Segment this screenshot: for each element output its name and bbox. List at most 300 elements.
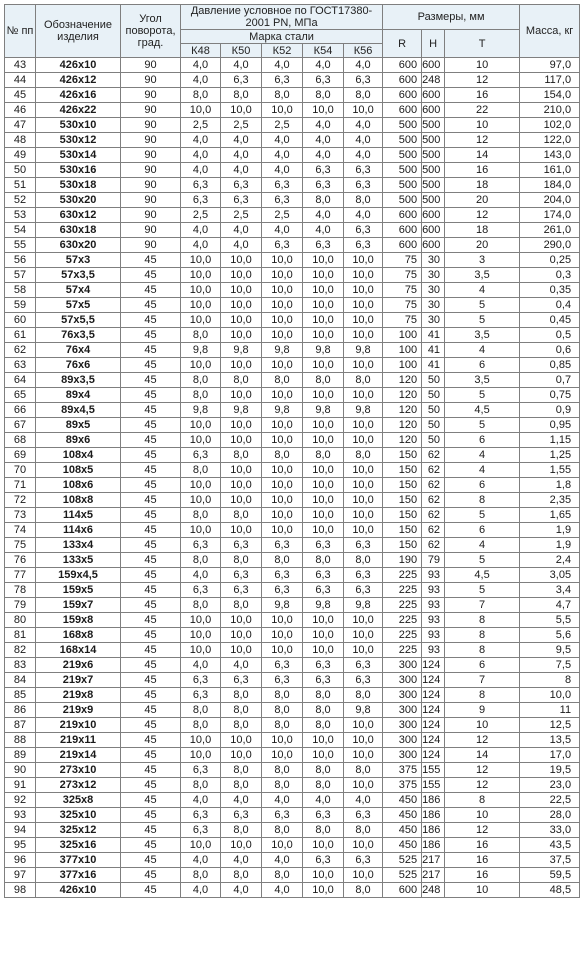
cell-h: 600 [422, 103, 445, 118]
cell-angle: 45 [121, 448, 181, 463]
cell-t: 20 [445, 193, 520, 208]
header-h: H [422, 30, 445, 58]
cell-num: 61 [5, 328, 36, 343]
cell-mass: 2,4 [520, 553, 580, 568]
cell-k56: 6,3 [344, 223, 383, 238]
cell-r: 450 [383, 823, 422, 838]
cell-k48: 8,0 [181, 328, 221, 343]
cell-angle: 45 [121, 328, 181, 343]
cell-t: 7 [445, 673, 520, 688]
cell-k52: 8,0 [262, 88, 303, 103]
cell-r: 150 [383, 493, 422, 508]
cell-k56: 6,3 [344, 658, 383, 673]
table-row [5, 808, 580, 823]
cell-angle: 90 [121, 118, 181, 133]
cell-r: 150 [383, 508, 422, 523]
cell-k56: 10,0 [344, 523, 383, 538]
cell-k52: 8,0 [262, 448, 303, 463]
cell-num: 84 [5, 673, 36, 688]
cell-k56: 8,0 [344, 88, 383, 103]
cell-k48: 10,0 [181, 838, 221, 853]
cell-num: 78 [5, 583, 36, 598]
cell-r: 150 [383, 523, 422, 538]
cell-k50: 10,0 [221, 328, 262, 343]
cell-mass: 0,7 [520, 373, 580, 388]
cell-r: 300 [383, 718, 422, 733]
cell-angle: 45 [121, 718, 181, 733]
cell-t: 8 [445, 643, 520, 658]
cell-k54: 10,0 [303, 868, 344, 883]
cell-mass: 0,25 [520, 253, 580, 268]
cell-angle: 45 [121, 358, 181, 373]
cell-k52: 10,0 [262, 418, 303, 433]
cell-angle: 45 [121, 343, 181, 358]
cell-k56: 10,0 [344, 418, 383, 433]
cell-t: 6 [445, 523, 520, 538]
cell-h: 41 [422, 328, 445, 343]
cell-r: 75 [383, 268, 422, 283]
cell-r: 300 [383, 673, 422, 688]
cell-designation: 219x6 [36, 658, 121, 673]
cell-t: 4 [445, 538, 520, 553]
cell-k50: 8,0 [221, 88, 262, 103]
cell-mass: 0,6 [520, 343, 580, 358]
cell-t: 10 [445, 58, 520, 73]
table-row [5, 223, 580, 238]
cell-r: 75 [383, 313, 422, 328]
cell-k56: 6,3 [344, 238, 383, 253]
cell-k56: 8,0 [344, 823, 383, 838]
cell-t: 14 [445, 748, 520, 763]
cell-h: 600 [422, 223, 445, 238]
cell-k54: 10,0 [303, 883, 344, 898]
cell-k54: 8,0 [303, 823, 344, 838]
cell-t: 6 [445, 478, 520, 493]
cell-t: 3,5 [445, 373, 520, 388]
cell-t: 12 [445, 133, 520, 148]
cell-k56: 10,0 [344, 493, 383, 508]
cell-k54: 10,0 [303, 613, 344, 628]
cell-k54: 4,0 [303, 223, 344, 238]
cell-k48: 6,3 [181, 193, 221, 208]
cell-k56: 10,0 [344, 643, 383, 658]
cell-k56: 8,0 [344, 763, 383, 778]
cell-mass: 261,0 [520, 223, 580, 238]
cell-mass: 12,5 [520, 718, 580, 733]
cell-num: 51 [5, 178, 36, 193]
cell-r: 100 [383, 358, 422, 373]
cell-num: 52 [5, 193, 36, 208]
cell-angle: 45 [121, 313, 181, 328]
cell-k56: 4,0 [344, 148, 383, 163]
cell-angle: 45 [121, 823, 181, 838]
cell-designation: 219x14 [36, 748, 121, 763]
cell-num: 81 [5, 628, 36, 643]
cell-k56: 8,0 [344, 688, 383, 703]
cell-k52: 6,3 [262, 568, 303, 583]
cell-angle: 45 [121, 553, 181, 568]
cell-mass: 48,5 [520, 883, 580, 898]
cell-r: 75 [383, 283, 422, 298]
cell-designation: 89x5 [36, 418, 121, 433]
cell-k56: 10,0 [344, 508, 383, 523]
cell-k50: 8,0 [221, 703, 262, 718]
cell-r: 600 [383, 238, 422, 253]
cell-h: 30 [422, 313, 445, 328]
cell-t: 4,5 [445, 403, 520, 418]
cell-k50: 10,0 [221, 268, 262, 283]
cell-k54: 10,0 [303, 433, 344, 448]
cell-r: 300 [383, 703, 422, 718]
cell-r: 500 [383, 193, 422, 208]
cell-k50: 4,0 [221, 163, 262, 178]
cell-designation: 57x5,5 [36, 313, 121, 328]
cell-num: 67 [5, 418, 36, 433]
cell-k52: 10,0 [262, 523, 303, 538]
cell-k56: 10,0 [344, 868, 383, 883]
cell-k50: 10,0 [221, 433, 262, 448]
table-row [5, 283, 580, 298]
cell-designation: 530x16 [36, 163, 121, 178]
cell-k52: 10,0 [262, 733, 303, 748]
cell-h: 500 [422, 118, 445, 133]
cell-num: 90 [5, 763, 36, 778]
table-row [5, 433, 580, 448]
cell-angle: 45 [121, 283, 181, 298]
cell-angle: 45 [121, 403, 181, 418]
cell-k48: 4,0 [181, 163, 221, 178]
cell-t: 3 [445, 253, 520, 268]
cell-r: 100 [383, 343, 422, 358]
cell-k52: 8,0 [262, 718, 303, 733]
cell-k54: 8,0 [303, 448, 344, 463]
cell-r: 300 [383, 658, 422, 673]
table-row [5, 388, 580, 403]
cell-k50: 4,0 [221, 658, 262, 673]
cell-k52: 6,3 [262, 673, 303, 688]
cell-t: 4 [445, 463, 520, 478]
cell-h: 79 [422, 553, 445, 568]
table-row [5, 673, 580, 688]
cell-designation: 377x10 [36, 853, 121, 868]
cell-mass: 0,95 [520, 418, 580, 433]
cell-k50: 6,3 [221, 193, 262, 208]
cell-t: 12 [445, 778, 520, 793]
cell-k48: 4,0 [181, 238, 221, 253]
cell-h: 93 [422, 628, 445, 643]
cell-k50: 6,3 [221, 583, 262, 598]
cell-angle: 90 [121, 208, 181, 223]
cell-t: 18 [445, 178, 520, 193]
table-row [5, 583, 580, 598]
cell-angle: 90 [121, 148, 181, 163]
cell-angle: 90 [121, 223, 181, 238]
cell-t: 8 [445, 628, 520, 643]
cell-angle: 45 [121, 583, 181, 598]
cell-angle: 45 [121, 778, 181, 793]
cell-t: 4 [445, 448, 520, 463]
cell-designation: 219x8 [36, 688, 121, 703]
cell-k56: 8,0 [344, 373, 383, 388]
cell-mass: 5,6 [520, 628, 580, 643]
cell-mass: 3,05 [520, 568, 580, 583]
cell-k56: 8,0 [344, 883, 383, 898]
cell-num: 82 [5, 643, 36, 658]
cell-k52: 10,0 [262, 358, 303, 373]
cell-k52: 8,0 [262, 778, 303, 793]
cell-k56: 10,0 [344, 328, 383, 343]
cell-h: 50 [422, 373, 445, 388]
cell-num: 68 [5, 433, 36, 448]
cell-k56: 6,3 [344, 178, 383, 193]
cell-k48: 6,3 [181, 538, 221, 553]
cell-num: 79 [5, 598, 36, 613]
cell-num: 53 [5, 208, 36, 223]
cell-k50: 10,0 [221, 523, 262, 538]
cell-mass: 7,5 [520, 658, 580, 673]
cell-k52: 6,3 [262, 193, 303, 208]
cell-k52: 8,0 [262, 688, 303, 703]
cell-designation: 108x8 [36, 493, 121, 508]
cell-k54: 6,3 [303, 673, 344, 688]
cell-t: 12 [445, 733, 520, 748]
cell-k56: 6,3 [344, 73, 383, 88]
cell-designation: 168x14 [36, 643, 121, 658]
cell-num: 95 [5, 838, 36, 853]
cell-mass: 28,0 [520, 808, 580, 823]
cell-t: 5 [445, 298, 520, 313]
cell-k52: 8,0 [262, 868, 303, 883]
cell-r: 525 [383, 868, 422, 883]
cell-k54: 4,0 [303, 133, 344, 148]
cell-k56: 6,3 [344, 583, 383, 598]
cell-k54: 6,3 [303, 178, 344, 193]
cell-t: 5 [445, 313, 520, 328]
cell-designation: 159x8 [36, 613, 121, 628]
cell-k50: 8,0 [221, 448, 262, 463]
cell-k50: 8,0 [221, 868, 262, 883]
table-row [5, 598, 580, 613]
cell-k56: 4,0 [344, 793, 383, 808]
cell-k54: 4,0 [303, 793, 344, 808]
header-designation: Обозначение изделия [36, 5, 121, 58]
cell-h: 600 [422, 58, 445, 73]
cell-h: 62 [422, 478, 445, 493]
cell-k56: 8,0 [344, 448, 383, 463]
cell-num: 80 [5, 613, 36, 628]
table-row [5, 538, 580, 553]
cell-k50: 8,0 [221, 688, 262, 703]
cell-r: 150 [383, 463, 422, 478]
cell-k50: 4,0 [221, 223, 262, 238]
cell-h: 186 [422, 823, 445, 838]
cell-h: 30 [422, 283, 445, 298]
cell-num: 62 [5, 343, 36, 358]
cell-k56: 6,3 [344, 538, 383, 553]
header-t: T [445, 30, 520, 58]
cell-k56: 10,0 [344, 433, 383, 448]
cell-k48: 2,5 [181, 118, 221, 133]
cell-k50: 8,0 [221, 763, 262, 778]
cell-num: 72 [5, 493, 36, 508]
cell-k48: 10,0 [181, 613, 221, 628]
cell-k50: 6,3 [221, 808, 262, 823]
cell-mass: 33,0 [520, 823, 580, 838]
cell-k56: 10,0 [344, 748, 383, 763]
cell-r: 300 [383, 733, 422, 748]
cell-mass: 10,0 [520, 688, 580, 703]
table-row [5, 748, 580, 763]
cell-r: 450 [383, 808, 422, 823]
cell-num: 58 [5, 283, 36, 298]
cell-k48: 4,0 [181, 568, 221, 583]
cell-num: 49 [5, 148, 36, 163]
table-row [5, 733, 580, 748]
cell-r: 500 [383, 178, 422, 193]
cell-k54: 8,0 [303, 778, 344, 793]
cell-designation: 426x10 [36, 58, 121, 73]
cell-r: 225 [383, 613, 422, 628]
table-row [5, 478, 580, 493]
table-row [5, 778, 580, 793]
cell-k52: 8,0 [262, 373, 303, 388]
cell-angle: 45 [121, 673, 181, 688]
cell-designation: 325x16 [36, 838, 121, 853]
cell-k56: 10,0 [344, 463, 383, 478]
cell-k56: 10,0 [344, 358, 383, 373]
cell-angle: 45 [121, 748, 181, 763]
cell-angle: 90 [121, 193, 181, 208]
cell-t: 4 [445, 343, 520, 358]
cell-h: 62 [422, 538, 445, 553]
cell-num: 75 [5, 538, 36, 553]
cell-h: 248 [422, 883, 445, 898]
header-num: № пп [5, 5, 36, 58]
cell-k52: 10,0 [262, 478, 303, 493]
cell-r: 600 [383, 88, 422, 103]
cell-t: 12 [445, 73, 520, 88]
cell-mass: 8 [520, 673, 580, 688]
cell-num: 94 [5, 823, 36, 838]
cell-mass: 0,75 [520, 388, 580, 403]
cell-k48: 10,0 [181, 253, 221, 268]
cell-r: 600 [383, 883, 422, 898]
header-dimensions: Размеры, мм [383, 5, 520, 30]
cell-k54: 10,0 [303, 313, 344, 328]
cell-k52: 10,0 [262, 268, 303, 283]
cell-angle: 45 [121, 853, 181, 868]
cell-k54: 10,0 [303, 328, 344, 343]
cell-k52: 8,0 [262, 763, 303, 778]
cell-k48: 4,0 [181, 793, 221, 808]
cell-k50: 6,3 [221, 568, 262, 583]
cell-k54: 6,3 [303, 658, 344, 673]
cell-r: 600 [383, 103, 422, 118]
cell-angle: 45 [121, 793, 181, 808]
cell-t: 6 [445, 658, 520, 673]
cell-k52: 4,0 [262, 163, 303, 178]
cell-h: 155 [422, 778, 445, 793]
cell-angle: 45 [121, 733, 181, 748]
table-row [5, 193, 580, 208]
cell-k48: 4,0 [181, 148, 221, 163]
cell-k48: 8,0 [181, 598, 221, 613]
cell-num: 96 [5, 853, 36, 868]
cell-k50: 8,0 [221, 508, 262, 523]
header-pressure: Давление условное по ГОСТ17380-2001 PN, МПа [181, 5, 383, 30]
cell-k50: 10,0 [221, 313, 262, 328]
cell-k54: 8,0 [303, 718, 344, 733]
cell-num: 60 [5, 313, 36, 328]
cell-mass: 0,85 [520, 358, 580, 373]
cell-k50: 10,0 [221, 838, 262, 853]
cell-k56: 10,0 [344, 313, 383, 328]
cell-k54: 10,0 [303, 103, 344, 118]
cell-k56: 4,0 [344, 208, 383, 223]
cell-designation: 630x20 [36, 238, 121, 253]
cell-mass: 1,15 [520, 433, 580, 448]
cell-t: 16 [445, 88, 520, 103]
cell-num: 65 [5, 388, 36, 403]
cell-num: 66 [5, 403, 36, 418]
cell-designation: 325x8 [36, 793, 121, 808]
cell-designation: 76x6 [36, 358, 121, 373]
cell-mass: 0,5 [520, 328, 580, 343]
cell-k56: 9,8 [344, 403, 383, 418]
cell-k56: 9,8 [344, 343, 383, 358]
cell-num: 54 [5, 223, 36, 238]
cell-t: 8 [445, 688, 520, 703]
cell-angle: 90 [121, 103, 181, 118]
cell-k52: 6,3 [262, 808, 303, 823]
cell-angle: 45 [121, 883, 181, 898]
cell-k48: 6,3 [181, 673, 221, 688]
cell-k48: 8,0 [181, 778, 221, 793]
cell-t: 10 [445, 883, 520, 898]
header-steel-grade: Марка стали [181, 30, 383, 44]
cell-k54: 6,3 [303, 853, 344, 868]
cell-h: 30 [422, 298, 445, 313]
cell-t: 16 [445, 163, 520, 178]
cell-mass: 117,0 [520, 73, 580, 88]
cell-k56: 10,0 [344, 103, 383, 118]
cell-h: 186 [422, 793, 445, 808]
cell-h: 50 [422, 403, 445, 418]
cell-t: 3,5 [445, 328, 520, 343]
cell-angle: 45 [121, 628, 181, 643]
cell-angle: 45 [121, 838, 181, 853]
cell-angle: 45 [121, 463, 181, 478]
table-row [5, 568, 580, 583]
cell-designation: 133x4 [36, 538, 121, 553]
cell-k48: 6,3 [181, 823, 221, 838]
cell-designation: 530x12 [36, 133, 121, 148]
cell-k48: 6,3 [181, 448, 221, 463]
cell-h: 93 [422, 568, 445, 583]
cell-angle: 45 [121, 418, 181, 433]
cell-k52: 4,0 [262, 793, 303, 808]
cell-angle: 45 [121, 598, 181, 613]
cell-designation: 530x18 [36, 178, 121, 193]
cell-r: 600 [383, 208, 422, 223]
cell-t: 8 [445, 613, 520, 628]
cell-h: 600 [422, 208, 445, 223]
cell-angle: 90 [121, 178, 181, 193]
cell-r: 190 [383, 553, 422, 568]
cell-mass: 0,9 [520, 403, 580, 418]
cell-t: 5 [445, 508, 520, 523]
cell-h: 500 [422, 178, 445, 193]
